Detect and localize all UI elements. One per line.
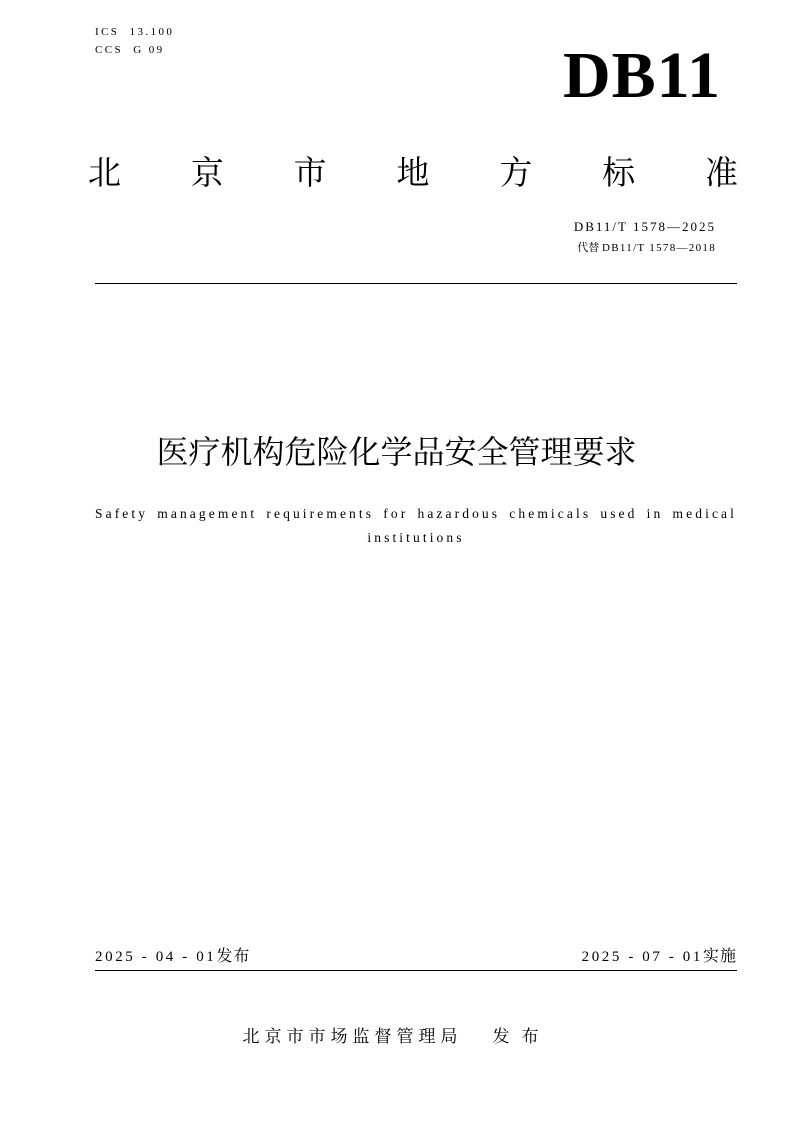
standard-type-char: 标	[602, 153, 636, 192]
publish-date: 2025 - 04 - 01	[95, 949, 217, 965]
bottom-divider	[95, 970, 737, 971]
issuer-line	[0, 1024, 793, 1050]
standard-type-char: 市	[293, 153, 327, 192]
ics-code: ICS 13.100	[95, 26, 175, 38]
publish-date-line	[95, 945, 250, 968]
standard-type-heading	[88, 150, 738, 196]
publish-label: 发布	[216, 946, 251, 965]
standard-type-char: 准	[704, 153, 738, 192]
title-english: Safety management requirements for hazardous chemicals used in medical institutions	[95, 506, 737, 545]
replaces-number: DB11/T 1578—2018	[602, 242, 716, 254]
standard-type-char: 北	[88, 153, 121, 192]
standard-type-char: 方	[499, 153, 533, 192]
implement-date-line	[582, 945, 737, 968]
title-chinese: 医疗机构危险化学品安全管理要求	[156, 433, 637, 471]
replaces-line	[577, 240, 716, 256]
issuer-name: 北京市市场监督管理局	[242, 1027, 463, 1047]
top-divider	[95, 283, 737, 284]
standard-number: DB11/T 1578—2025	[573, 219, 716, 234]
implement-date: 2025 - 07 - 01	[581, 949, 703, 965]
replaces-label: 代替	[577, 241, 600, 254]
implement-label: 实施	[702, 946, 737, 965]
ccs-code: CCS G 09	[95, 44, 165, 56]
db11-logo: DB11	[562, 39, 721, 112]
standard-type-char: 京	[190, 153, 224, 192]
issuer-action: 发布	[492, 1027, 551, 1047]
standard-type-char: 地	[396, 153, 430, 192]
